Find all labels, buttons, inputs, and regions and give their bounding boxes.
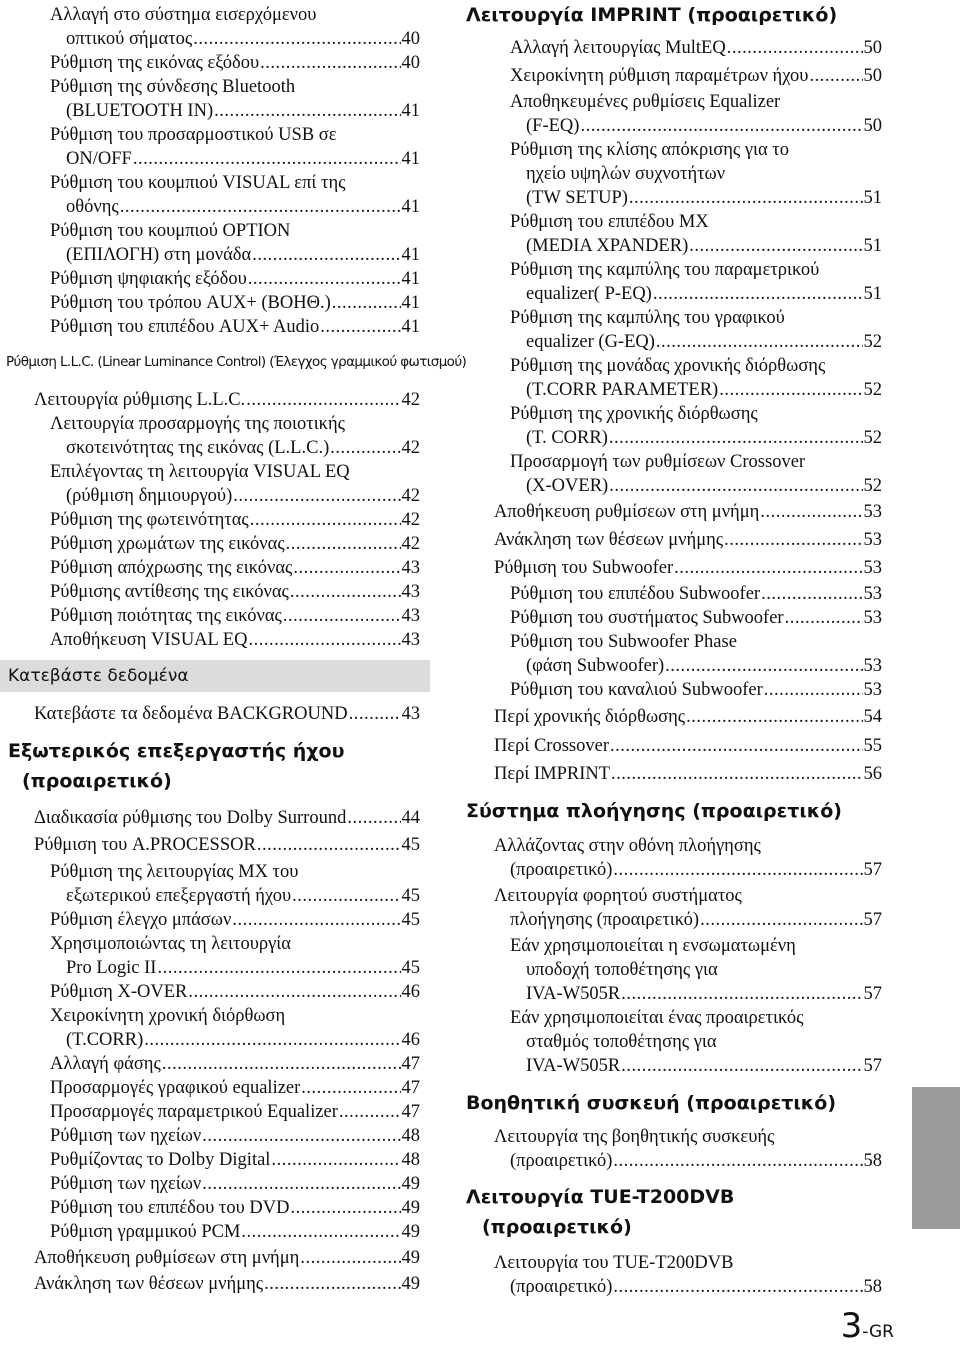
toc-entry-title: Περί IMPRINT xyxy=(494,764,611,784)
dot-leader xyxy=(349,702,401,726)
dot-leader xyxy=(133,147,401,171)
toc-entry[interactable] xyxy=(494,556,882,580)
toc-entry[interactable] xyxy=(494,500,882,524)
dot-leader xyxy=(292,884,400,908)
toc-entry-title: Ρύθμιση του επιπέδου Subwoofer xyxy=(510,584,761,604)
toc-page-number: 49 xyxy=(401,1248,420,1268)
toc-entry[interactable] xyxy=(50,604,420,628)
toc-entry[interactable] xyxy=(50,291,420,315)
toc-entry[interactable] xyxy=(510,858,882,882)
toc-entry-title: Προσαρμογές γραφικού equalizer xyxy=(50,1078,301,1098)
dot-leader xyxy=(719,378,862,402)
toc-entry-line: Ρύθμιση του κουμπιού OPTION xyxy=(50,221,291,241)
toc-entry[interactable] xyxy=(50,1100,420,1124)
dot-leader xyxy=(193,27,400,51)
toc-entry[interactable] xyxy=(526,282,882,306)
toc-entry[interactable] xyxy=(494,705,882,729)
dot-leader xyxy=(202,1172,400,1196)
dot-leader xyxy=(202,1124,400,1148)
toc-entry-title: Περί Crossover xyxy=(494,736,609,756)
dot-leader xyxy=(613,1275,862,1299)
toc-entry-title: (προαιρετικό) xyxy=(510,1151,613,1171)
toc-entry-line: Ρύθμιση του προσαρμοστικού USB σε xyxy=(50,125,337,145)
dot-leader xyxy=(214,99,400,123)
toc-page-number: 44 xyxy=(401,808,420,828)
toc-entry-title: Διαδικασία ρύθμισης του Dolby Surround xyxy=(34,808,347,828)
toc-entry-line: Ρύθμιση της κλίσης απόκρισης για το xyxy=(510,140,789,160)
toc-page-number: 41 xyxy=(401,101,420,121)
toc-entry[interactable] xyxy=(526,426,882,450)
toc-entry[interactable] xyxy=(66,956,420,980)
toc-entry[interactable] xyxy=(510,64,882,88)
dot-leader xyxy=(162,1052,401,1076)
toc-entry[interactable] xyxy=(34,833,420,857)
toc-page-number: 47 xyxy=(401,1078,420,1098)
toc-entry-title: Ρύθμιση απόχρωσης της εικόνας xyxy=(50,558,293,578)
toc-entry-title: σκοτεινότητας της εικόνας (L.L.C.) xyxy=(66,438,330,458)
dot-leader xyxy=(293,556,400,580)
toc-entry-title: IVA-W505R xyxy=(526,984,621,1004)
toc-entry-title: οπτικού σήματος xyxy=(66,29,193,49)
toc-entry-title: Προσαρμογές παραμετρικού Equalizer xyxy=(50,1102,338,1122)
toc-entry-title: Pro Logic II xyxy=(66,958,157,978)
toc-entry[interactable] xyxy=(34,388,420,412)
toc-entry-line: Λειτουργία της βοηθητικής συσκευής xyxy=(494,1127,775,1147)
dot-leader xyxy=(613,858,862,882)
toc-entry-title: Λειτουργία ρύθμισης L.L.C. xyxy=(34,390,246,410)
dot-leader xyxy=(300,1246,400,1270)
toc-entry-title: ON/OFF xyxy=(66,149,132,169)
toc-entry-title: Αποθήκευση VISUAL EQ xyxy=(50,630,248,650)
toc-entry-title: Αποθήκευση ρυθμίσεων στη μνήμη xyxy=(494,502,760,522)
toc-entry-line: Αλλαγή στο σύστημα εισερχόμενου xyxy=(50,5,317,25)
section-heading: Εξωτερικός επεξεργαστής ήχου xyxy=(8,740,345,762)
toc-page-number: 41 xyxy=(401,269,420,289)
dot-leader xyxy=(188,980,400,1004)
toc-page-number: 41 xyxy=(401,197,420,217)
toc-page-number: 42 xyxy=(401,534,420,554)
toc-entry[interactable] xyxy=(66,436,420,460)
toc-page-number: 49 xyxy=(401,1198,420,1218)
toc-page-number: 50 xyxy=(863,66,882,86)
toc-entry-title: (X-OVER) xyxy=(526,476,609,496)
dot-leader xyxy=(653,282,863,306)
toc-entry-title: (ΕΠΙΛΟΓΗ) στη μονάδα xyxy=(66,245,252,265)
dot-leader xyxy=(157,956,400,980)
toc-entry-line: υποδοχή τοποθέτησης για xyxy=(526,960,718,980)
toc-entry-line: Προσαρμογή των ρυθμίσεων Crossover xyxy=(510,452,806,472)
toc-page-number: 53 xyxy=(863,680,882,700)
toc-page-number: 52 xyxy=(863,332,882,352)
toc-entry-line: Αλλάζοντας στην οθόνη πλοήγησης xyxy=(494,836,761,856)
subsection-heading: Ρύθμιση L.L.C. (Linear Luminance Control) (Έλεγχος γραμμικού φωτισμού) xyxy=(6,354,467,370)
dot-leader xyxy=(232,908,400,932)
toc-entry-title: Ρύθμιση των ηχείων xyxy=(50,1126,202,1146)
toc-page-number: 53 xyxy=(863,608,882,628)
toc-entry-line: Λειτουργία του TUE-T200DVB xyxy=(494,1253,734,1273)
toc-entry-title: (προαιρετικό) xyxy=(510,1277,613,1297)
toc-entry-title: Ρύθμιση γραμμικού PCM xyxy=(50,1222,241,1242)
toc-entry-line: Ρύθμιση της σύνδεσης Bluetooth xyxy=(50,77,296,97)
toc-entry[interactable] xyxy=(34,1246,420,1270)
toc-entry-title: Ρύθμιση X-OVER xyxy=(50,982,188,1002)
toc-entry-title: (προαιρετικό) xyxy=(510,860,613,880)
dot-leader xyxy=(609,474,862,498)
dot-leader xyxy=(656,330,863,354)
toc-entry-title: (T. CORR) xyxy=(526,428,608,448)
toc-entry-line: σταθμός τοποθέτησης για xyxy=(526,1032,717,1052)
dot-leader xyxy=(233,484,400,508)
toc-page-number: 49 xyxy=(401,1274,420,1294)
toc-page-number: 49 xyxy=(401,1222,420,1242)
toc-entry[interactable] xyxy=(50,508,420,532)
toc-entry-title: Ρύθμιση του επιπέδου AUX+ Audio xyxy=(50,317,320,337)
toc-entry[interactable] xyxy=(50,1148,420,1172)
dot-leader xyxy=(689,234,862,258)
dot-leader xyxy=(610,734,863,758)
dot-leader xyxy=(785,606,863,630)
dot-leader xyxy=(761,582,862,606)
toc-page-number: 47 xyxy=(401,1054,420,1074)
toc-page-number: 42 xyxy=(401,438,420,458)
toc-page-number: 45 xyxy=(401,958,420,978)
toc-entry[interactable] xyxy=(34,702,420,726)
dot-leader xyxy=(248,628,400,652)
dot-leader xyxy=(347,806,400,830)
dot-leader xyxy=(320,315,400,339)
toc-entry-title: Περί χρονικής διόρθωσης xyxy=(494,707,686,727)
dot-leader xyxy=(264,1272,400,1296)
toc-entry[interactable] xyxy=(50,1196,420,1220)
toc-entry-title: Κατεβάστε τα δεδομένα BACKGROUND xyxy=(34,704,348,724)
dot-leader xyxy=(764,678,863,702)
toc-entry-title: Ρύθμιση ψηφιακής εξόδου xyxy=(50,269,247,289)
toc-page-number: 40 xyxy=(401,29,420,49)
toc-entry[interactable] xyxy=(494,528,882,552)
toc-page-number: 58 xyxy=(863,1151,882,1171)
toc-page-number: 43 xyxy=(401,582,420,602)
toc-entry[interactable] xyxy=(526,114,882,138)
toc-entry-title: οθόνης xyxy=(66,197,119,217)
section-side-tab xyxy=(912,1087,960,1229)
toc-page-number: 57 xyxy=(863,984,882,1004)
dot-leader xyxy=(330,436,400,460)
toc-entry[interactable] xyxy=(34,1272,420,1296)
toc-entry[interactable] xyxy=(50,1220,420,1244)
toc-entry[interactable] xyxy=(526,654,882,678)
toc-entry[interactable] xyxy=(50,1124,420,1148)
toc-page-number: 51 xyxy=(863,284,882,304)
toc-entry[interactable] xyxy=(66,243,420,267)
toc-entry-title: Ρυθμίζοντας το Dolby Digital xyxy=(50,1150,271,1170)
toc-entry-title: πλοήγησης (προαιρετικό) xyxy=(510,910,700,930)
toc-entry-title: Ρύθμιση έλεγχο μπάσων xyxy=(50,910,232,930)
toc-entry[interactable] xyxy=(50,315,420,339)
toc-page-number: 51 xyxy=(863,236,882,256)
toc-entry[interactable] xyxy=(66,99,420,123)
toc-entry-title: (MEDIA XPANDER) xyxy=(526,236,689,256)
dot-leader xyxy=(260,51,400,75)
toc-entry-line: Ρύθμιση της λειτουργίας MX του xyxy=(50,862,299,882)
section-heading: Λειτουργία IMPRINT (προαιρετικό) xyxy=(466,4,838,26)
section-heading-box: Κατεβάστε δεδομένα xyxy=(0,660,430,692)
toc-page-number: 51 xyxy=(863,188,882,208)
toc-entry-title: Ρύθμιση του καναλιού Subwoofer xyxy=(510,680,763,700)
toc-entry-title: Ρύθμιση του επιπέδου του DVD xyxy=(50,1198,290,1218)
dot-leader xyxy=(621,1054,862,1078)
toc-page-number: 56 xyxy=(863,764,882,784)
dot-leader xyxy=(580,114,862,138)
dot-leader xyxy=(290,580,401,604)
toc-page-number: 52 xyxy=(863,380,882,400)
toc-entry-line: Εάν χρησιμοποιείται η ενσωματωμένη xyxy=(510,936,796,956)
toc-entry-title: (ρύθμιση δημιουργού) xyxy=(66,486,233,506)
toc-entry-title: (T.CORR) xyxy=(66,1030,144,1050)
toc-page-number: 46 xyxy=(401,1030,420,1050)
toc-entry-line: Ρύθμιση του Subwoofer Phase xyxy=(510,632,737,652)
toc-entry[interactable] xyxy=(50,1076,420,1100)
toc-page-number: 57 xyxy=(863,860,882,880)
toc-entry-line: Λειτουργία φορητού συστήματος xyxy=(494,886,742,906)
page-number-main: 3 xyxy=(840,1306,863,1346)
toc-entry[interactable] xyxy=(66,27,420,51)
toc-entry[interactable] xyxy=(510,606,882,630)
toc-entry[interactable] xyxy=(34,806,420,830)
toc-entry[interactable] xyxy=(66,1028,420,1052)
dot-leader xyxy=(621,982,862,1006)
toc-page-number: 45 xyxy=(401,835,420,855)
dot-leader xyxy=(629,186,863,210)
toc-entry[interactable] xyxy=(66,884,420,908)
toc-entry-title: Ρύθμιση του A.PROCESSOR xyxy=(34,835,256,855)
dot-leader xyxy=(120,195,401,219)
toc-entry-title: (F-EQ) xyxy=(526,116,580,136)
toc-page-number: 48 xyxy=(401,1126,420,1146)
toc-page-number: 46 xyxy=(401,982,420,1002)
toc-page-number: 47 xyxy=(401,1102,420,1122)
toc-entry[interactable] xyxy=(526,234,882,258)
toc-entry-title: equalizer (G-EQ) xyxy=(526,332,655,352)
toc-entry-title: (φάση Subwoofer) xyxy=(526,656,665,676)
toc-entry-title: (T.CORR PARAMETER) xyxy=(526,380,719,400)
dot-leader xyxy=(686,705,862,729)
section-heading: Σύστημα πλοήγησης (προαιρετικό) xyxy=(466,800,842,822)
toc-entry-title: Χειροκίνητη ρύθμιση παραμέτρων ήχου xyxy=(510,66,809,86)
dot-leader xyxy=(250,508,401,532)
toc-entry[interactable] xyxy=(526,330,882,354)
dot-leader xyxy=(665,654,862,678)
toc-entry[interactable] xyxy=(66,147,420,171)
toc-entry[interactable] xyxy=(50,980,420,1004)
toc-entry[interactable] xyxy=(510,908,882,932)
toc-page-number: 57 xyxy=(863,910,882,930)
toc-entry-line: Λειτουργία προσαρμογής της ποιοτικής xyxy=(50,414,346,434)
dot-leader xyxy=(252,243,400,267)
toc-entry[interactable] xyxy=(50,532,420,556)
dot-leader xyxy=(248,267,401,291)
toc-entry-title: Ρύθμιση του Subwoofer xyxy=(494,558,674,578)
dot-leader xyxy=(724,528,862,552)
dot-leader xyxy=(760,500,862,524)
toc-page-number: 41 xyxy=(401,293,420,313)
toc-entry[interactable] xyxy=(50,1172,420,1196)
toc-page-number: 50 xyxy=(863,38,882,58)
toc-entry[interactable] xyxy=(494,734,882,758)
toc-entry[interactable] xyxy=(510,582,882,606)
page-number xyxy=(841,1306,894,1352)
toc-entry-line: Ρύθμιση του επιπέδου MX xyxy=(510,212,709,232)
dot-leader xyxy=(611,762,862,786)
toc-page-number: 54 xyxy=(863,707,882,727)
toc-entry-title: Ρύθμιση ποιότητας της εικόνας xyxy=(50,606,282,626)
toc-entry-title: Ρύθμιση χρωμάτων της εικόνας xyxy=(50,534,285,554)
toc-entry[interactable] xyxy=(510,1275,882,1299)
toc-page-number: 43 xyxy=(401,558,420,578)
toc-entry[interactable] xyxy=(66,195,420,219)
section-heading: (προαιρετικό) xyxy=(22,770,172,792)
toc-entry[interactable] xyxy=(526,982,882,1006)
toc-entry[interactable] xyxy=(50,908,420,932)
toc-entry-title: Ρύθμιση της φωτεινότητας xyxy=(50,510,249,530)
toc-entry[interactable] xyxy=(50,267,420,291)
toc-page-number: 40 xyxy=(401,53,420,73)
toc-entry-title: Ρύθμιση της εικόνας εξόδου xyxy=(50,53,260,73)
toc-entry-title: Αλλαγή λειτουργίας MultEQ xyxy=(510,38,726,58)
toc-entry-title: IVA-W505R xyxy=(526,1056,621,1076)
toc-entry-title: Ρύθμισης αντίθεσης της εικόνας xyxy=(50,582,289,602)
toc-page-number: 53 xyxy=(863,558,882,578)
toc-entry-line: Ρύθμιση της χρονικής διόρθωσης xyxy=(510,404,758,424)
toc-entry-title: Ρύθμιση των ηχείων xyxy=(50,1174,202,1194)
toc-entry-title: εξωτερικού επεξεργαστή ήχου xyxy=(66,886,292,906)
toc-page-number: 53 xyxy=(863,502,882,522)
toc-page-number: 52 xyxy=(863,428,882,448)
toc-entry-line: Ρύθμιση της μονάδας χρονικής διόρθωσης xyxy=(510,356,826,376)
toc-entry[interactable] xyxy=(66,484,420,508)
toc-entry-title: Αλλαγή φάσης xyxy=(50,1054,161,1074)
toc-entry-line: Ρύθμιση της καμπύλης του γραφικού xyxy=(510,308,785,328)
toc-entry-title: (TW SETUP) xyxy=(526,188,628,208)
dot-leader xyxy=(290,1196,400,1220)
toc-entry[interactable] xyxy=(526,378,882,402)
toc-entry[interactable] xyxy=(50,628,420,652)
toc-page-number: 52 xyxy=(863,476,882,496)
dot-leader xyxy=(241,1220,400,1244)
toc-entry-line: Εάν χρησιμοποιείται ένας προαιρετικός xyxy=(510,1008,804,1028)
toc-entry-line: Επιλέγοντας τη λειτουργία VISUAL EQ xyxy=(50,462,350,482)
dot-leader xyxy=(332,291,401,315)
toc-entry[interactable] xyxy=(494,762,882,786)
toc-entry-title: Ανάκληση των θέσεων μνήμης xyxy=(34,1274,264,1294)
dot-leader xyxy=(339,1100,401,1124)
toc-entry[interactable] xyxy=(50,1052,420,1076)
dot-leader xyxy=(246,388,400,412)
toc-page-number: 58 xyxy=(863,1277,882,1297)
dot-leader xyxy=(271,1148,400,1172)
toc-entry-title: Αποθήκευση ρυθμίσεων στη μνήμη xyxy=(34,1248,300,1268)
toc-entry-line: Αποθηκευμένες ρυθμίσεις Equalizer xyxy=(510,92,781,112)
toc-page-number: 41 xyxy=(401,245,420,265)
toc-entry[interactable] xyxy=(510,678,882,702)
toc-page-number: 45 xyxy=(401,910,420,930)
dot-leader xyxy=(286,532,401,556)
dot-leader xyxy=(301,1076,400,1100)
toc-page-number: 45 xyxy=(401,886,420,906)
dot-leader xyxy=(144,1028,400,1052)
dot-leader xyxy=(257,833,401,857)
dot-leader xyxy=(809,64,862,88)
toc-page-number: 49 xyxy=(401,1174,420,1194)
section-heading: Βοηθητική συσκευή (προαιρετικό) xyxy=(466,1092,837,1114)
toc-entry-line: Ρύθμιση της καμπύλης του παραμετρικού xyxy=(510,260,820,280)
toc-page-number: 43 xyxy=(401,704,420,724)
toc-entry-line: ηχείο υψηλών συχνοτήτων xyxy=(526,164,726,184)
toc-entry[interactable] xyxy=(510,1149,882,1173)
toc-entry[interactable] xyxy=(526,1054,882,1078)
dot-leader xyxy=(700,908,862,932)
toc-entry-title: Ρύθμιση του τρόπου AUX+ (ΒΟΗΘ.) xyxy=(50,293,331,313)
toc-entry[interactable] xyxy=(50,51,420,75)
toc-page-number: 42 xyxy=(401,510,420,530)
toc-entry-title: (BLUETOOTH IN) xyxy=(66,101,214,121)
toc-page-number: 57 xyxy=(863,1056,882,1076)
toc-page-number: 50 xyxy=(863,116,882,136)
dot-leader xyxy=(609,426,863,450)
toc-page-number: 42 xyxy=(401,390,420,410)
toc-entry[interactable] xyxy=(50,580,420,604)
toc-page-number: 41 xyxy=(401,317,420,337)
toc-entry-title: Ανάκληση των θέσεων μνήμης xyxy=(494,530,724,550)
dot-leader xyxy=(613,1149,862,1173)
toc-page-number: 43 xyxy=(401,630,420,650)
toc-entry-line: Χρησιμοποιώντας τη λειτουργία xyxy=(50,934,291,954)
toc-page-number: 42 xyxy=(401,486,420,506)
page-number-suffix: -GR xyxy=(862,1322,894,1342)
toc-page-number: 48 xyxy=(401,1150,420,1170)
toc-page-number: 53 xyxy=(863,584,882,604)
toc-page-number: 41 xyxy=(401,149,420,169)
toc-entry[interactable] xyxy=(526,186,882,210)
toc-page-number: 55 xyxy=(863,736,882,756)
toc-page-number: 53 xyxy=(863,530,882,550)
dot-leader xyxy=(283,604,401,628)
toc-entry[interactable] xyxy=(50,556,420,580)
dot-leader xyxy=(727,36,863,60)
section-heading: (προαιρετικό) xyxy=(482,1216,632,1238)
section-heading: Λειτουργία TUE-T200DVB xyxy=(466,1186,735,1208)
toc-entry-title: equalizer( P-EQ) xyxy=(526,284,652,304)
dot-leader xyxy=(674,556,862,580)
toc-entry-line: Ρύθμιση του κουμπιού VISUAL επί της xyxy=(50,173,346,193)
toc-entry[interactable] xyxy=(510,36,882,60)
toc-page-number: 43 xyxy=(401,606,420,626)
toc-entry-line: Χειροκίνητη χρονική διόρθωση xyxy=(50,1006,286,1026)
toc-entry-title: Ρύθμιση του συστήματος Subwoofer xyxy=(510,608,784,628)
toc-page-number: 53 xyxy=(863,656,882,676)
toc-entry[interactable] xyxy=(526,474,882,498)
